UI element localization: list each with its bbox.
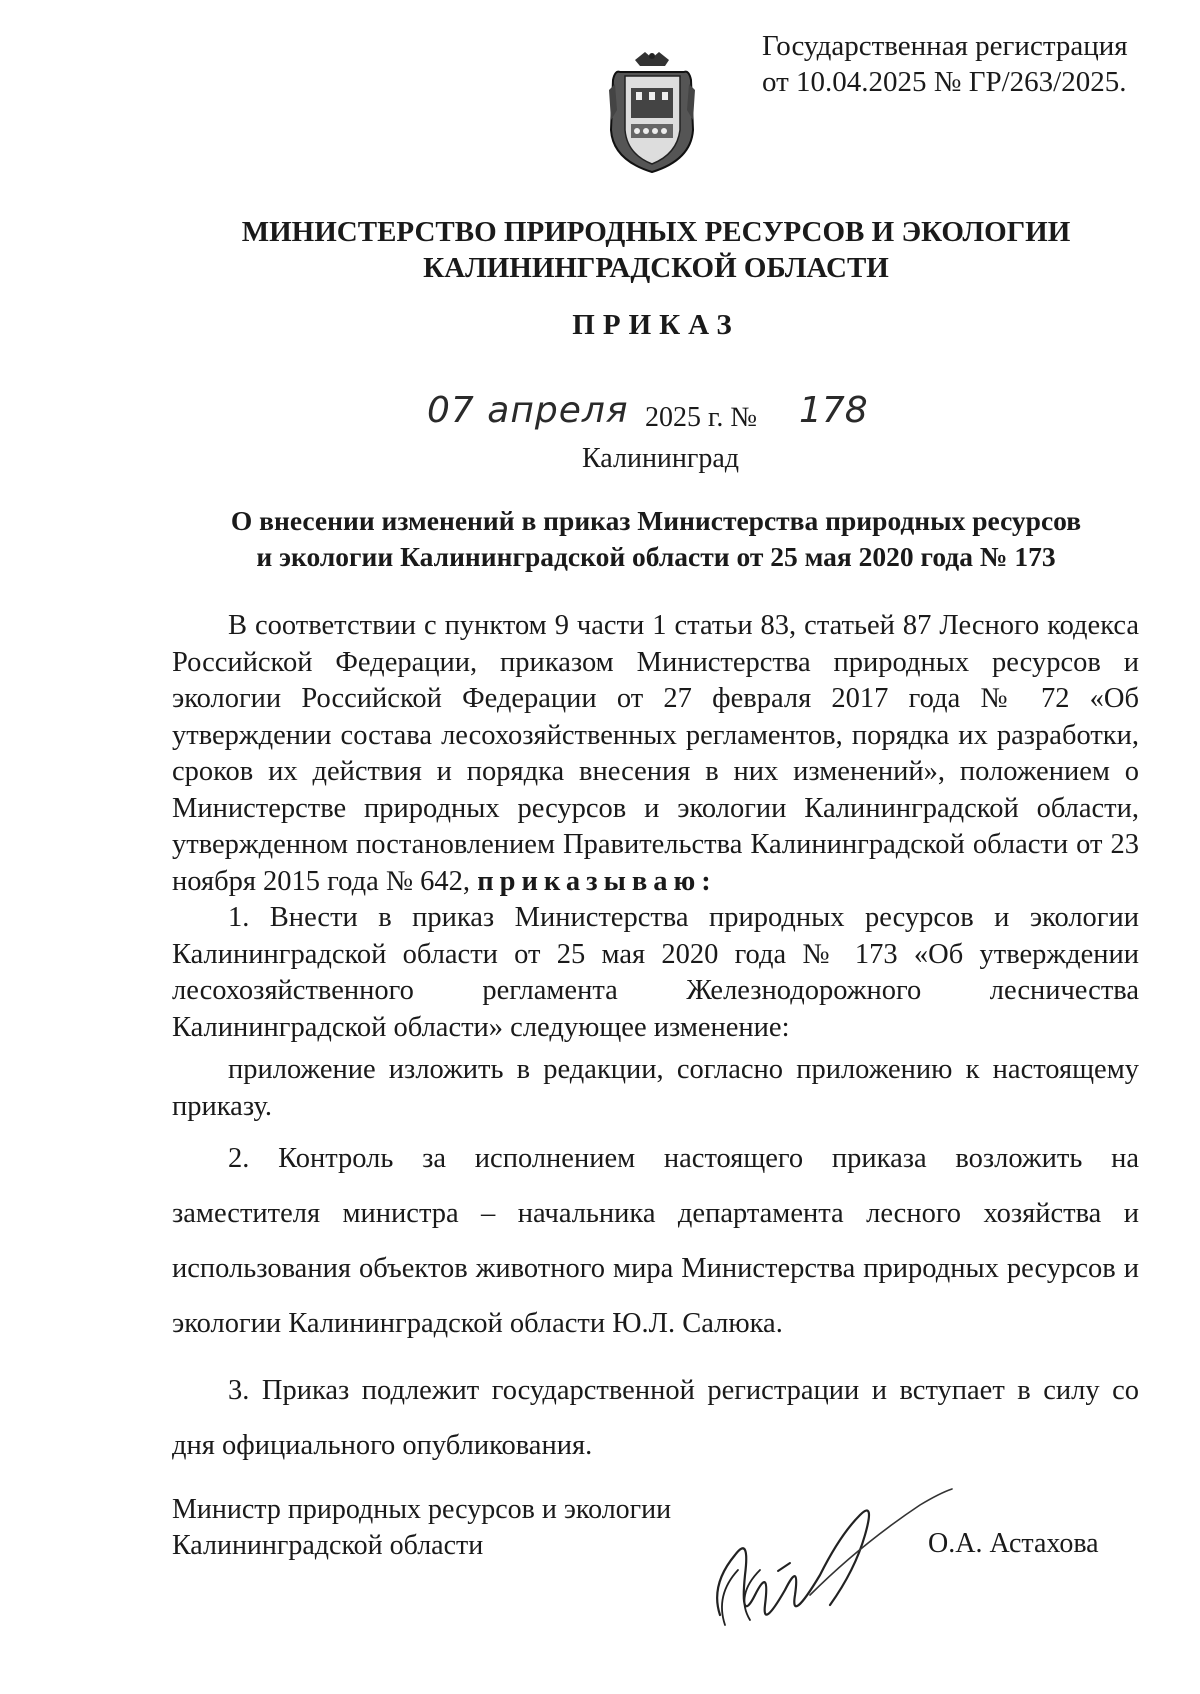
ministry-name: [0, 214, 1200, 286]
coat-of-arms-icon: [605, 50, 700, 175]
signatory-name: О.А. Астахова: [928, 1528, 1099, 1559]
ministry-line-2: КАЛИНИНГРАДСКОЙ ОБЛАСТИ: [423, 252, 889, 284]
handwritten-order-number: 178: [799, 390, 868, 431]
preamble-text: В соответствии с пунктом 9 части 1 статьи 83, статьей 87 Лесного кодекса Российской Федерации, приказом Министерства природных ресурсов и экологии Российской Федерации от 27 февраля 2017 года № 72 «Об утверждении состава лесохозяйственных регламентов, порядка их разработки, сроков их действия и порядка внесения в них изменений», положением о Министерстве природных ресурсов и экологии Калининградской области, утвержденном постановлением Правительства Калининградской области от 23 ноября 2015 года № 642,: [172, 610, 1139, 897]
document-type: ПРИКАЗ: [572, 309, 740, 341]
item-2: 2. Контроль за исполнением настоящего приказа возложить на заместителя министра – начальника департамента лесного хозяйства и использования объектов животного мира Министерства природных ресурсов и экологии Калининградской области Ю.Л. Салюка.: [172, 1143, 1139, 1339]
order-word: приказываю:: [477, 865, 717, 897]
item-1-sub: приложение изложить в редакции, согласно приложению к настоящему приказу.: [172, 1054, 1139, 1122]
ministry-line-1: МИНИСТЕРСТВО ПРИРОДНЫХ РЕСУРСОВ И ЭКОЛОГИИ: [241, 216, 1071, 248]
registration-stamp: [762, 28, 1162, 100]
registration-line-1: Государственная регистрация: [762, 30, 1128, 62]
item-3: 3. Приказ подлежит государственной регистрации и вступает в силу со дня официального опубликования.: [172, 1375, 1139, 1461]
registration-line-2: от 10.04.2025 № ГР/263/2025.: [762, 66, 1127, 98]
city: Калининград: [582, 443, 740, 474]
signatory-position-line-1: Министр природных ресурсов и экологии: [172, 1494, 672, 1525]
item-1: 1. Внести в приказ Министерства природных ресурсов и экологии Калининградской области от 25 мая 2020 года № 173 «Об утверждении лесохозяйственного регламента Железнодорожного лесничества Калининградской области» следующее изменение:: [172, 902, 1139, 1043]
dateline: [427, 390, 927, 448]
year-label: 2025 г. №: [645, 402, 758, 433]
signatory-position-line-2: Калининградской области: [172, 1530, 484, 1561]
order-subject: [190, 503, 1122, 575]
order-body: [172, 608, 1139, 1473]
signatory-position: [172, 1492, 671, 1564]
subject-line-2: и экологии Калининградской области от 25 мая 2020 года № 173: [256, 541, 1056, 572]
preamble-paragraph: [172, 608, 1139, 900]
handwritten-signature-icon: [690, 1475, 970, 1655]
handwritten-date: 07 апреля: [427, 390, 629, 431]
subject-line-1: О внесении изменений в приказ Министерства природных ресурсов: [230, 505, 1082, 536]
